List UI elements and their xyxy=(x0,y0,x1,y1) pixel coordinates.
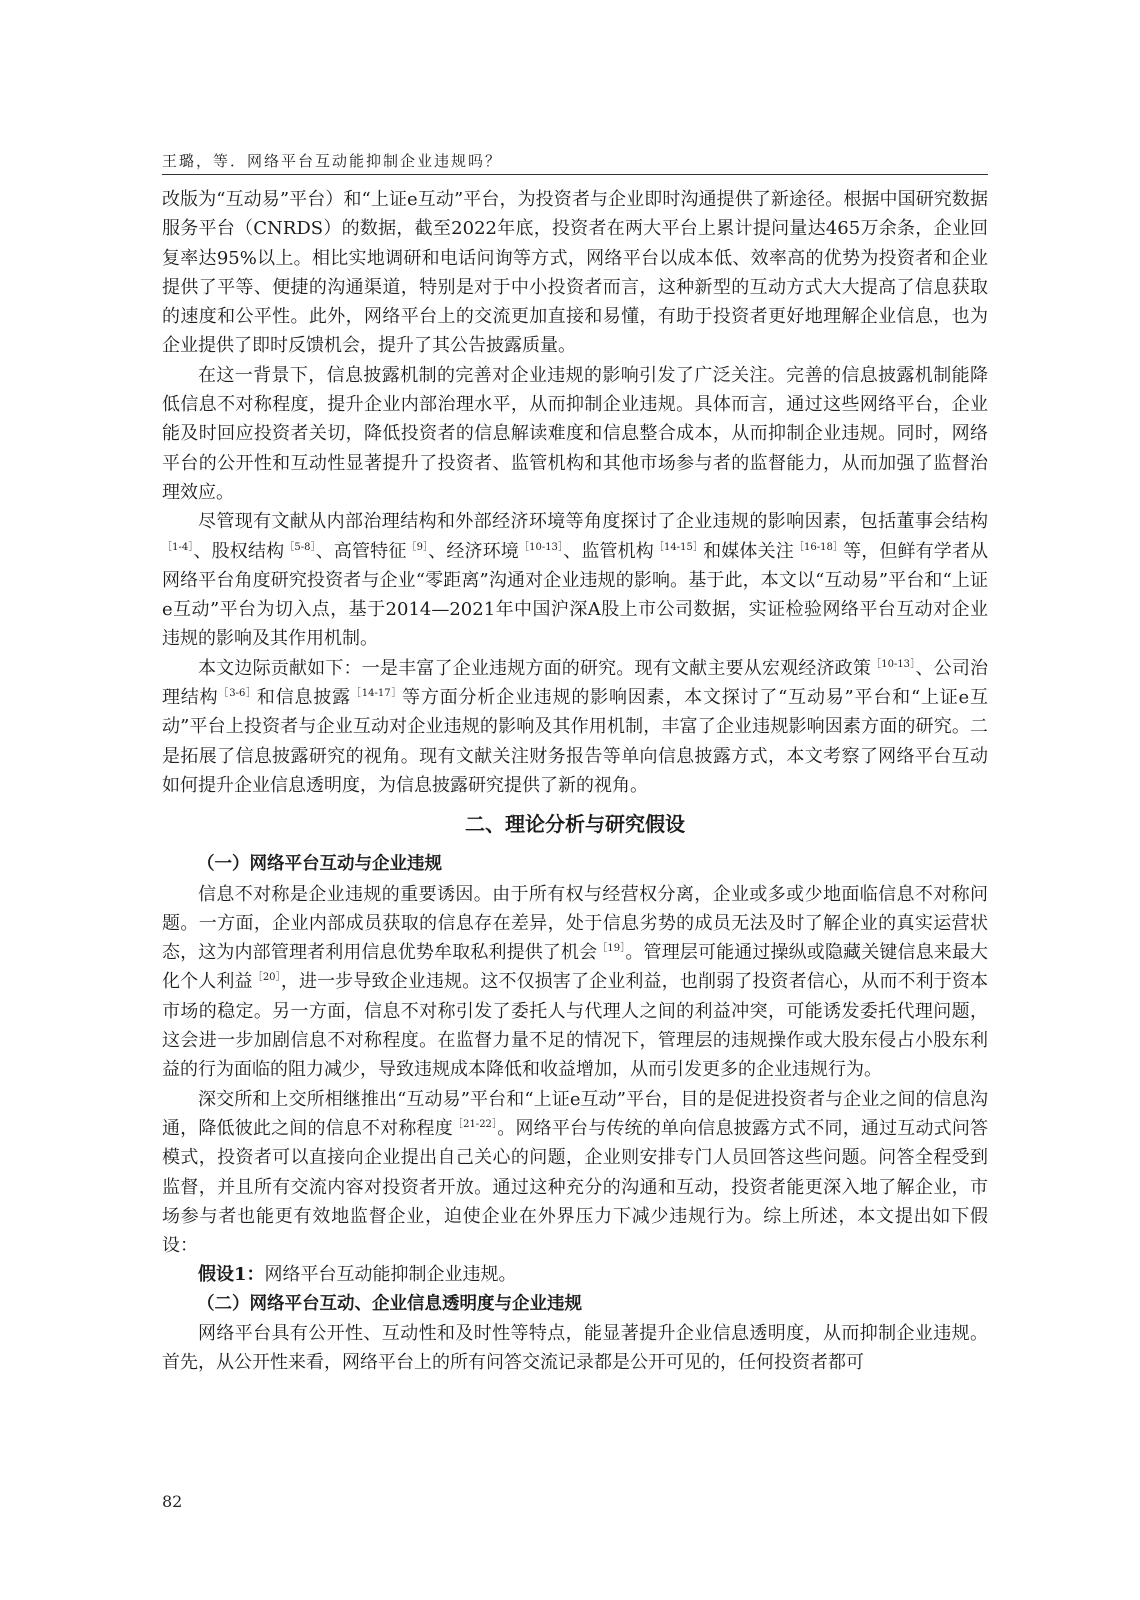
citation: ［19］ xyxy=(597,943,626,955)
text-run: 和信息披露 xyxy=(256,687,351,709)
text-run: 和媒体关注 xyxy=(703,540,794,562)
section-title: 二、理论分析与研究假设 xyxy=(465,812,685,837)
text-run: 本文边际贡献如下：一是丰富了企业违规方面的研究。现有文献主要从宏观经济政策 xyxy=(198,657,872,679)
hypothesis-1 xyxy=(162,1260,988,1289)
citation: ［10-13］ xyxy=(871,658,916,670)
citation: ［14-17］ xyxy=(350,688,403,700)
text-run: 、高管特征 xyxy=(315,540,407,562)
text-run: ，进一步导致企业违规。这不仅损害了企业利益，也削弱了投资者信心，从而不利于资本市场的稳定。另一方面，信息不对称引发了委托人与代理人之间的利益冲突，可能诱发委托代理问题，这会进一步加剧信息不对称程度。在监督力量不足的情况下，管理层的违规操作或大股东侵占小股东利益的行为面临的阻力减少，导致违规成本降低和收益增加，从而引发更多的企业违规行为。 xyxy=(162,971,988,1081)
body-text xyxy=(162,185,988,1378)
paragraph-3 xyxy=(162,507,988,653)
text-run: 信息不对称是企业违规的重要诱因。由于所有权与经营权分离，企业或多或少地面临信息不对称问题。一方面，企业内部成员获取的信息存在差异，处于信息劣势的成员无法及时了解企业的真实运营状态，这为内部管理者利用信息优势牟取私利提供了机会 xyxy=(162,883,988,964)
paragraph-6 xyxy=(162,1085,988,1261)
text-run: 等，但鲜有学者从网络平台角度研究投资者与企业“零距离”沟通对企业违规的影响。基于此，本文以“互动易”平台和“上证e互动”平台为切入点，基于2014—2021年中国沪深A股上市公司数据，实证检验网络平台互动对企业违规的影响及其作用机制。 xyxy=(162,540,989,650)
citation: ［16-18］ xyxy=(793,541,844,553)
text-run: 。网络平台与传统的单向信息披露方式不同，通过互动式问答模式，投资者可以直接向企业提出自己关心的问题，企业则安排专门人员回答这些问题。问答全程受到监督，并且所有交流内容对投资者开放。通过这种充分的沟通和互动，投资者能更深入地了解企业，市场参与者也能更有效地监督企业，迫使企业在外界压力下减少违规行为。综上所述，本文提出如下假设： xyxy=(162,1117,988,1257)
citation: ［1-4］ xyxy=(162,541,194,553)
subsection-heading-2: （二）网络平台互动、企业信息透明度与企业违规 xyxy=(197,1293,582,1314)
citation: ［3-6］ xyxy=(218,688,257,700)
citation: ［5-8］ xyxy=(284,541,316,553)
hypothesis-text: 网络平台互动能抑制企业违规。 xyxy=(264,1264,517,1286)
paragraph-4 xyxy=(162,654,988,800)
text-run: 。管理层可能通过操纵或隐藏关键信息来最大化个人利益 xyxy=(162,942,989,993)
text-run: 、公司治理结构 xyxy=(162,657,989,709)
paragraph-7: 网络平台具有公开性、互动性和及时性等特点，能显著提升企业信息透明度，从而抑制企业违规。首先，从公开性来看，网络平台上的所有问答交流记录都是公开可见的，任何投资者都可 xyxy=(162,1322,988,1374)
paragraph-2: 在这一背景下，信息披露机制的完善对企业违规的影响引发了广泛关注。完善的信息披露机制能降低信息不对称程度，提升企业内部治理水平，从而抑制企业违规。具体而言，通过这些网络平台，企业能及时回应投资者关切，降低投资者的信息解读难度和信息整合成本，从而抑制企业违规。同时，网络平台的公开性和互动性显著提升了投资者、监管机构和其他市场参与者的监督能力，从而加强了监督治理效应。 xyxy=(162,364,988,503)
text-run: 、股权结构 xyxy=(193,540,285,562)
text-run: 等方面分析企业违规的影响因素，本文探讨了“互动易”平台和“上证e互动”平台上投资者与企业互动对企业违规的影响及其作用机制，丰富了企业违规影响因素方面的研究。二是拓展了信息披露研究的视角。现有文献关注财务报告等单向信息披露方式，本文考察了网络平台互动如何提升企业信息透明度，为信息披露研究提供了新的视角。 xyxy=(162,687,989,796)
citation: ［14-15］ xyxy=(653,541,704,553)
text-run: 、经济环境 xyxy=(428,540,519,562)
page-number: 82 xyxy=(162,1492,183,1511)
paragraph-1: 改版为“互动易”平台）和“上证e互动”平台，为投资者与企业即时沟通提供了新途径。根据中国研究数据服务平台（CNRDS）的数据，截至2022年底，投资者在两大平台上累计提问量达465万余条，企业回复率达95%以上。相比实地调研和电话问询等方式，网络平台以成本低、效率高的优势为投资者和企业提供了平等、便捷的沟通渠道，特别是对于中小投资者而言，这种新型的互动方式大大提高了信息获取的速度和公平性。此外，网络平台上的交流更加直接和易懂，有助于投资者更好地理解企业信息，也为企业提供了即时反馈机会，提升了其公告披露质量。 xyxy=(162,189,988,357)
text-run: 深交所和上交所相继推出“互动易”平台和“上证e互动”平台，目的是促进投资者与企业之间的信息沟通，降低彼此之间的信息不对称程度 xyxy=(162,1088,988,1139)
citation: ［20］ xyxy=(252,972,281,984)
hypothesis-label: 假设1： xyxy=(198,1264,265,1286)
running-head: 王璐，等．网络平台互动能抑制企业违规吗？ xyxy=(162,152,503,170)
text-run: 尽管现有文献从内部治理结构和外部经济环境等角度探讨了企业违规的影响因素，包括董事会结构 xyxy=(198,511,988,533)
subsection-heading-1: （一）网络平台互动与企业违规 xyxy=(197,854,442,875)
header-rule xyxy=(162,174,988,175)
citation: ［21-22］ xyxy=(452,1118,498,1130)
paragraph-5 xyxy=(162,880,988,1085)
text-run: 、监管机构 xyxy=(563,540,654,562)
citation: ［10-13］ xyxy=(518,541,564,553)
citation: ［9］ xyxy=(406,541,429,553)
